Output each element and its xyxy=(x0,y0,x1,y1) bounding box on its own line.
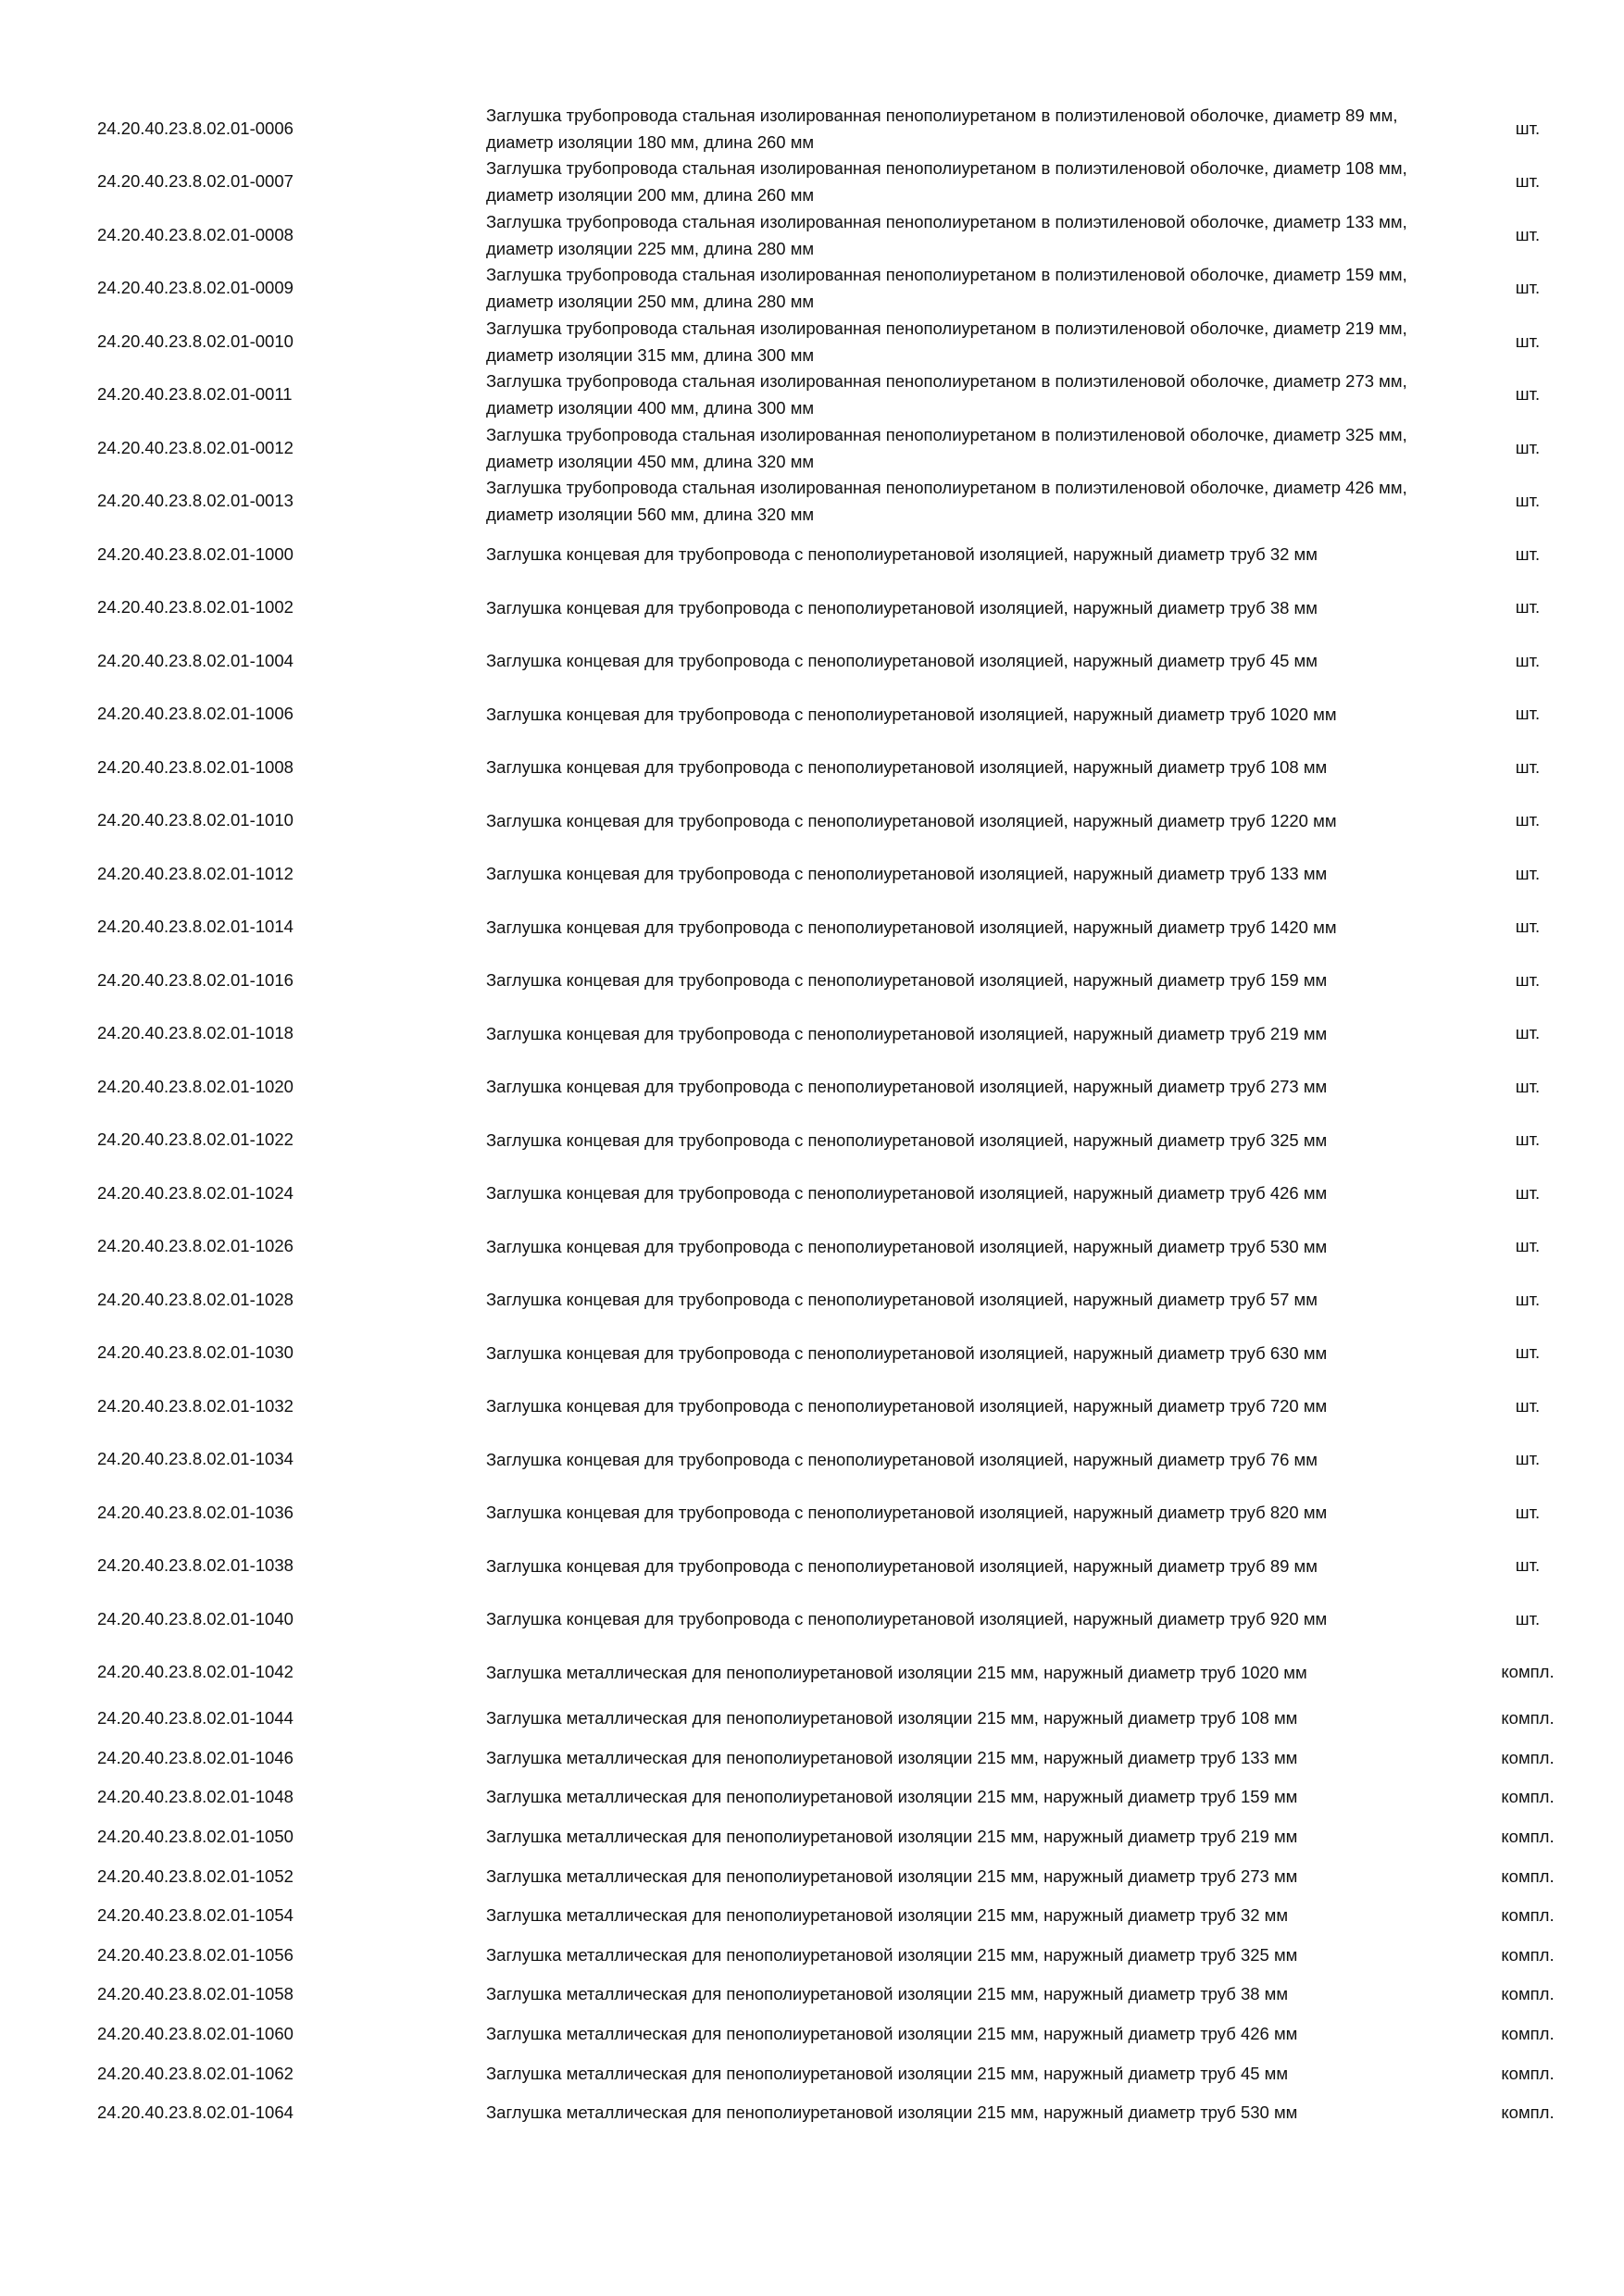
table-row xyxy=(0,2053,1624,2093)
row-code: 24.20.40.23.8.02.01-1010 xyxy=(97,810,294,830)
row-unit: компл. xyxy=(1501,1905,1555,1926)
row-unit: шт. xyxy=(1515,1289,1541,1309)
row-unit: шт. xyxy=(1515,1395,1541,1416)
row-code: 24.20.40.23.8.02.01-1058 xyxy=(97,1984,294,2004)
row-unit: шт. xyxy=(1515,863,1541,883)
row-name: Заглушка металлическая для пенополиуретановой изоляции 215 мм, наружный диаметр труб 108 мм xyxy=(486,1708,1298,1728)
row-name: Заглушка трубопровода стальная изолированная пенополиуретаном в полиэтиленовой оболочке, диаметр 159 мм, диаметр изоляции 250 мм, длина 280 мм xyxy=(486,265,1407,312)
row-code: 24.20.40.23.8.02.01-1006 xyxy=(97,704,294,724)
table-row xyxy=(0,156,1624,209)
table-row xyxy=(0,741,1624,794)
row-name: Заглушка металлическая для пенополиуретановой изоляции 215 мм, наружный диаметр труб 38 мм xyxy=(486,1984,1289,2004)
row-name: Заглушка концевая для трубопровода с пенополиуретановой изоляцией, наружный диаметр труб 159 мм xyxy=(486,970,1328,991)
row-name: Заглушка трубопровода стальная изолированная пенополиуретаном в полиэтиленовой оболочке, диаметр 219 мм, диаметр изоляции 315 мм, длина 300 мм xyxy=(486,318,1407,365)
table-row xyxy=(0,102,1624,156)
row-name: Заглушка трубопровода стальная изолированная пенополиуретаном в полиэтиленовой оболочке, диаметр 133 мм, диаметр изоляции 225 мм, длина 280 мм xyxy=(486,211,1407,258)
row-name: Заглушка концевая для трубопровода с пенополиуретановой изоляцией, наружный диаметр труб 219 мм xyxy=(486,1023,1328,1043)
row-name: Заглушка концевая для трубопровода с пенополиуретановой изоляцией, наружный диаметр труб 133 мм xyxy=(486,864,1328,884)
row-code: 24.20.40.23.8.02.01-1016 xyxy=(97,969,294,990)
row-name: Заглушка металлическая для пенополиуретановой изоляции 215 мм, наружный диаметр труб 133 мм xyxy=(486,1747,1298,1767)
row-name: Заглушка концевая для трубопровода с пенополиуретановой изоляцией, наружный диаметр труб 820 мм xyxy=(486,1503,1328,1523)
table-row xyxy=(0,1856,1624,1896)
table-row xyxy=(0,1699,1624,1739)
row-code: 24.20.40.23.8.02.01-1054 xyxy=(97,1905,294,1926)
row-name: Заглушка металлическая для пенополиуретановой изоляции 215 мм, наружный диаметр труб 159 мм xyxy=(486,1787,1298,1807)
row-unit: шт. xyxy=(1515,331,1541,351)
table-row xyxy=(0,1975,1624,2015)
row-unit: шт. xyxy=(1515,384,1541,405)
row-unit: шт. xyxy=(1515,1236,1541,1256)
row-code: 24.20.40.23.8.02.01-1020 xyxy=(97,1076,294,1096)
table-row xyxy=(0,1433,1624,1487)
row-code: 24.20.40.23.8.02.01-1008 xyxy=(97,756,294,777)
table-row xyxy=(0,847,1624,901)
row-name: Заглушка концевая для трубопровода с пенополиуретановой изоляцией, наружный диаметр труб 1420 мм xyxy=(486,917,1337,937)
table-row xyxy=(0,1273,1624,1327)
row-code: 24.20.40.23.8.02.01-0008 xyxy=(97,224,294,244)
row-name: Заглушка металлическая для пенополиуретановой изоляции 215 мм, наружный диаметр труб 530 мм xyxy=(486,2103,1298,2123)
row-unit: шт. xyxy=(1515,1502,1541,1522)
table-row xyxy=(0,1167,1624,1220)
row-name: Заглушка концевая для трубопровода с пенополиуретановой изоляцией, наружный диаметр труб 45 мм xyxy=(486,651,1318,671)
row-code: 24.20.40.23.8.02.01-0009 xyxy=(97,278,294,298)
row-name: Заглушка концевая для трубопровода с пенополиуретановой изоляцией, наружный диаметр труб 273 мм xyxy=(486,1077,1328,1097)
row-unit: компл. xyxy=(1501,1827,1555,1847)
row-code: 24.20.40.23.8.02.01-1014 xyxy=(97,917,294,937)
row-unit: шт. xyxy=(1515,650,1541,670)
row-unit: шт. xyxy=(1515,1449,1541,1469)
row-code: 24.20.40.23.8.02.01-1048 xyxy=(97,1787,294,1807)
table-row xyxy=(0,262,1624,316)
row-unit: компл. xyxy=(1501,1984,1555,2004)
row-code: 24.20.40.23.8.02.01-1032 xyxy=(97,1395,294,1416)
row-unit: шт. xyxy=(1515,171,1541,192)
row-name: Заглушка концевая для трубопровода с пенополиуретановой изоляцией, наружный диаметр труб 38 мм xyxy=(486,597,1318,618)
row-unit: компл. xyxy=(1501,1944,1555,1965)
row-code: 24.20.40.23.8.02.01-1036 xyxy=(97,1502,294,1522)
row-name: Заглушка концевая для трубопровода с пенополиуретановой изоляцией, наружный диаметр труб 920 мм xyxy=(486,1609,1328,1629)
row-name: Заглушка металлическая для пенополиуретановой изоляции 215 мм, наружный диаметр труб 1020 мм xyxy=(486,1662,1307,1682)
table-row xyxy=(0,794,1624,848)
row-name: Заглушка концевая для трубопровода с пенополиуретановой изоляцией, наружный диаметр труб 325 мм xyxy=(486,1129,1328,1150)
table-row xyxy=(0,475,1624,529)
row-name: Заглушка концевая для трубопровода с пенополиуретановой изоляцией, наружный диаметр труб 57 мм xyxy=(486,1290,1318,1310)
table-row xyxy=(0,901,1624,955)
table-row xyxy=(0,581,1624,635)
row-name: Заглушка концевая для трубопровода с пенополиуретановой изоляцией, наружный диаметр труб 108 мм xyxy=(486,757,1328,778)
row-code: 24.20.40.23.8.02.01-1000 xyxy=(97,543,294,564)
row-unit: шт. xyxy=(1515,1076,1541,1096)
row-unit: шт. xyxy=(1515,491,1541,511)
row-unit: компл. xyxy=(1501,2024,1555,2044)
row-code: 24.20.40.23.8.02.01-0011 xyxy=(97,384,293,405)
row-unit: компл. xyxy=(1501,2103,1555,2123)
row-unit: компл. xyxy=(1501,1866,1555,1886)
row-unit: компл. xyxy=(1501,1662,1555,1682)
row-name: Заглушка металлическая для пенополиуретановой изоляции 215 мм, наружный диаметр труб 325 мм xyxy=(486,1944,1298,1965)
row-name: Заглушка концевая для трубопровода с пенополиуретановой изоляцией, наружный диаметр труб 426 мм xyxy=(486,1183,1328,1204)
row-name: Заглушка трубопровода стальная изолированная пенополиуретаном в полиэтиленовой оболочке, диаметр 108 мм, диаметр изоляции 200 мм, длина 260 мм xyxy=(486,158,1407,206)
table-row xyxy=(0,421,1624,475)
row-unit: компл. xyxy=(1501,1747,1555,1767)
table-row xyxy=(0,2015,1624,2054)
table-row xyxy=(0,634,1624,688)
row-code: 24.20.40.23.8.02.01-1064 xyxy=(97,2103,294,2123)
table-row xyxy=(0,1060,1624,1114)
row-code: 24.20.40.23.8.02.01-1026 xyxy=(97,1236,294,1256)
table-row xyxy=(0,2093,1624,2133)
row-unit: шт. xyxy=(1515,969,1541,990)
row-code: 24.20.40.23.8.02.01-1050 xyxy=(97,1827,294,1847)
row-code: 24.20.40.23.8.02.01-1056 xyxy=(97,1944,294,1965)
row-unit: шт. xyxy=(1515,597,1541,618)
row-unit: шт. xyxy=(1515,224,1541,244)
row-unit: шт. xyxy=(1515,1555,1541,1576)
table-row xyxy=(0,954,1624,1007)
row-name: Заглушка металлическая для пенополиуретановой изоляции 215 мм, наружный диаметр труб 32 мм xyxy=(486,1905,1289,1926)
row-unit: компл. xyxy=(1501,2063,1555,2083)
row-unit: компл. xyxy=(1501,1708,1555,1728)
row-name: Заглушка концевая для трубопровода с пенополиуретановой изоляцией, наружный диаметр труб 530 мм xyxy=(486,1236,1328,1256)
table-row xyxy=(0,208,1624,262)
row-name: Заглушка концевая для трубопровода с пенополиуретановой изоляцией, наружный диаметр труб 720 мм xyxy=(486,1396,1328,1416)
row-unit: шт. xyxy=(1515,118,1541,138)
row-code: 24.20.40.23.8.02.01-0010 xyxy=(97,331,294,351)
row-code: 24.20.40.23.8.02.01-1040 xyxy=(97,1608,294,1628)
table-row xyxy=(0,1007,1624,1061)
table-row xyxy=(0,1592,1624,1646)
row-unit: шт. xyxy=(1515,704,1541,724)
row-code: 24.20.40.23.8.02.01-1004 xyxy=(97,650,294,670)
row-code: 24.20.40.23.8.02.01-1062 xyxy=(97,2063,294,2083)
row-name: Заглушка металлическая для пенополиуретановой изоляции 215 мм, наружный диаметр труб 45 мм xyxy=(486,2063,1289,2083)
table-row xyxy=(0,1817,1624,1857)
row-unit: шт. xyxy=(1515,1023,1541,1043)
table-row xyxy=(0,315,1624,368)
row-code: 24.20.40.23.8.02.01-0007 xyxy=(97,171,294,192)
table-row xyxy=(0,1896,1624,1936)
row-code: 24.20.40.23.8.02.01-1060 xyxy=(97,2024,294,2044)
row-unit: шт. xyxy=(1515,543,1541,564)
row-code: 24.20.40.23.8.02.01-1028 xyxy=(97,1289,294,1309)
row-code: 24.20.40.23.8.02.01-0013 xyxy=(97,491,294,511)
table-row xyxy=(0,1114,1624,1167)
table-row xyxy=(0,1220,1624,1274)
table-row xyxy=(0,1379,1624,1433)
row-code: 24.20.40.23.8.02.01-1012 xyxy=(97,863,294,883)
row-code: 24.20.40.23.8.02.01-1002 xyxy=(97,597,294,618)
table-row xyxy=(0,1540,1624,1593)
row-code: 24.20.40.23.8.02.01-0012 xyxy=(97,437,294,457)
row-code: 24.20.40.23.8.02.01-1038 xyxy=(97,1555,294,1576)
row-name: Заглушка металлическая для пенополиуретановой изоляции 215 мм, наружный диаметр труб 426 мм xyxy=(486,2024,1298,2044)
row-unit: шт. xyxy=(1515,1182,1541,1203)
row-name: Заглушка металлическая для пенополиуретановой изоляции 215 мм, наружный диаметр труб 273 мм xyxy=(486,1866,1298,1886)
row-code: 24.20.40.23.8.02.01-1044 xyxy=(97,1708,294,1728)
row-code: 24.20.40.23.8.02.01-1042 xyxy=(97,1662,294,1682)
row-code: 24.20.40.23.8.02.01-1024 xyxy=(97,1182,294,1203)
row-unit: шт. xyxy=(1515,756,1541,777)
table-row xyxy=(0,368,1624,422)
table-row xyxy=(0,528,1624,581)
row-unit: шт. xyxy=(1515,278,1541,298)
row-name: Заглушка металлическая для пенополиуретановой изоляции 215 мм, наружный диаметр труб 219 мм xyxy=(486,1827,1298,1847)
table-row xyxy=(0,1646,1624,1700)
row-unit: компл. xyxy=(1501,1787,1555,1807)
table-row xyxy=(0,1739,1624,1778)
row-code: 24.20.40.23.8.02.01-1022 xyxy=(97,1129,294,1150)
row-code: 24.20.40.23.8.02.01-1030 xyxy=(97,1342,294,1363)
table-row xyxy=(0,688,1624,742)
row-unit: шт. xyxy=(1515,437,1541,457)
table-row xyxy=(0,1778,1624,1817)
row-name: Заглушка концевая для трубопровода с пенополиуретановой изоляцией, наружный диаметр труб 1020 мм xyxy=(486,704,1337,724)
row-name: Заглушка концевая для трубопровода с пенополиуретановой изоляцией, наружный диаметр труб 76 мм xyxy=(486,1449,1318,1469)
row-name: Заглушка концевая для трубопровода с пенополиуретановой изоляцией, наружный диаметр труб 1220 мм xyxy=(486,810,1337,830)
row-code: 24.20.40.23.8.02.01-1052 xyxy=(97,1866,294,1886)
row-unit: шт. xyxy=(1515,810,1541,830)
row-name: Заглушка трубопровода стальная изолированная пенополиуретаном в полиэтиленовой оболочке, диаметр 325 мм, диаметр изоляции 450 мм, длина 320 мм xyxy=(486,424,1407,471)
row-unit: шт. xyxy=(1515,1342,1541,1363)
row-unit: шт. xyxy=(1515,917,1541,937)
row-code: 24.20.40.23.8.02.01-1034 xyxy=(97,1449,294,1469)
row-unit: шт. xyxy=(1515,1129,1541,1150)
row-name: Заглушка трубопровода стальная изолированная пенополиуретаном в полиэтиленовой оболочке, диаметр 426 мм, диаметр изоляции 560 мм, длина 320 мм xyxy=(486,478,1407,525)
row-name: Заглушка трубопровода стальная изолированная пенополиуретаном в полиэтиленовой оболочке, диаметр 89 мм, диаметр изоляции 180 мм, длина 260 мм xyxy=(486,105,1398,152)
row-code: 24.20.40.23.8.02.01-1018 xyxy=(97,1023,294,1043)
row-unit: шт. xyxy=(1515,1608,1541,1628)
table-row xyxy=(0,1936,1624,1976)
row-name: Заглушка трубопровода стальная изолированная пенополиуретаном в полиэтиленовой оболочке, диаметр 273 мм, диаметр изоляции 400 мм, длина 300 мм xyxy=(486,371,1407,418)
table-row xyxy=(0,1486,1624,1540)
table-row xyxy=(0,1327,1624,1380)
row-name: Заглушка концевая для трубопровода с пенополиуретановой изоляцией, наружный диаметр труб 32 мм xyxy=(486,544,1318,565)
row-name: Заглушка концевая для трубопровода с пенополиуретановой изоляцией, наружный диаметр труб 630 мм xyxy=(486,1342,1328,1363)
resource-table xyxy=(0,102,1624,2133)
row-code: 24.20.40.23.8.02.01-0006 xyxy=(97,118,294,138)
row-name: Заглушка концевая для трубопровода с пенополиуретановой изоляцией, наружный диаметр труб 89 мм xyxy=(486,1555,1318,1576)
row-code: 24.20.40.23.8.02.01-1046 xyxy=(97,1747,294,1767)
